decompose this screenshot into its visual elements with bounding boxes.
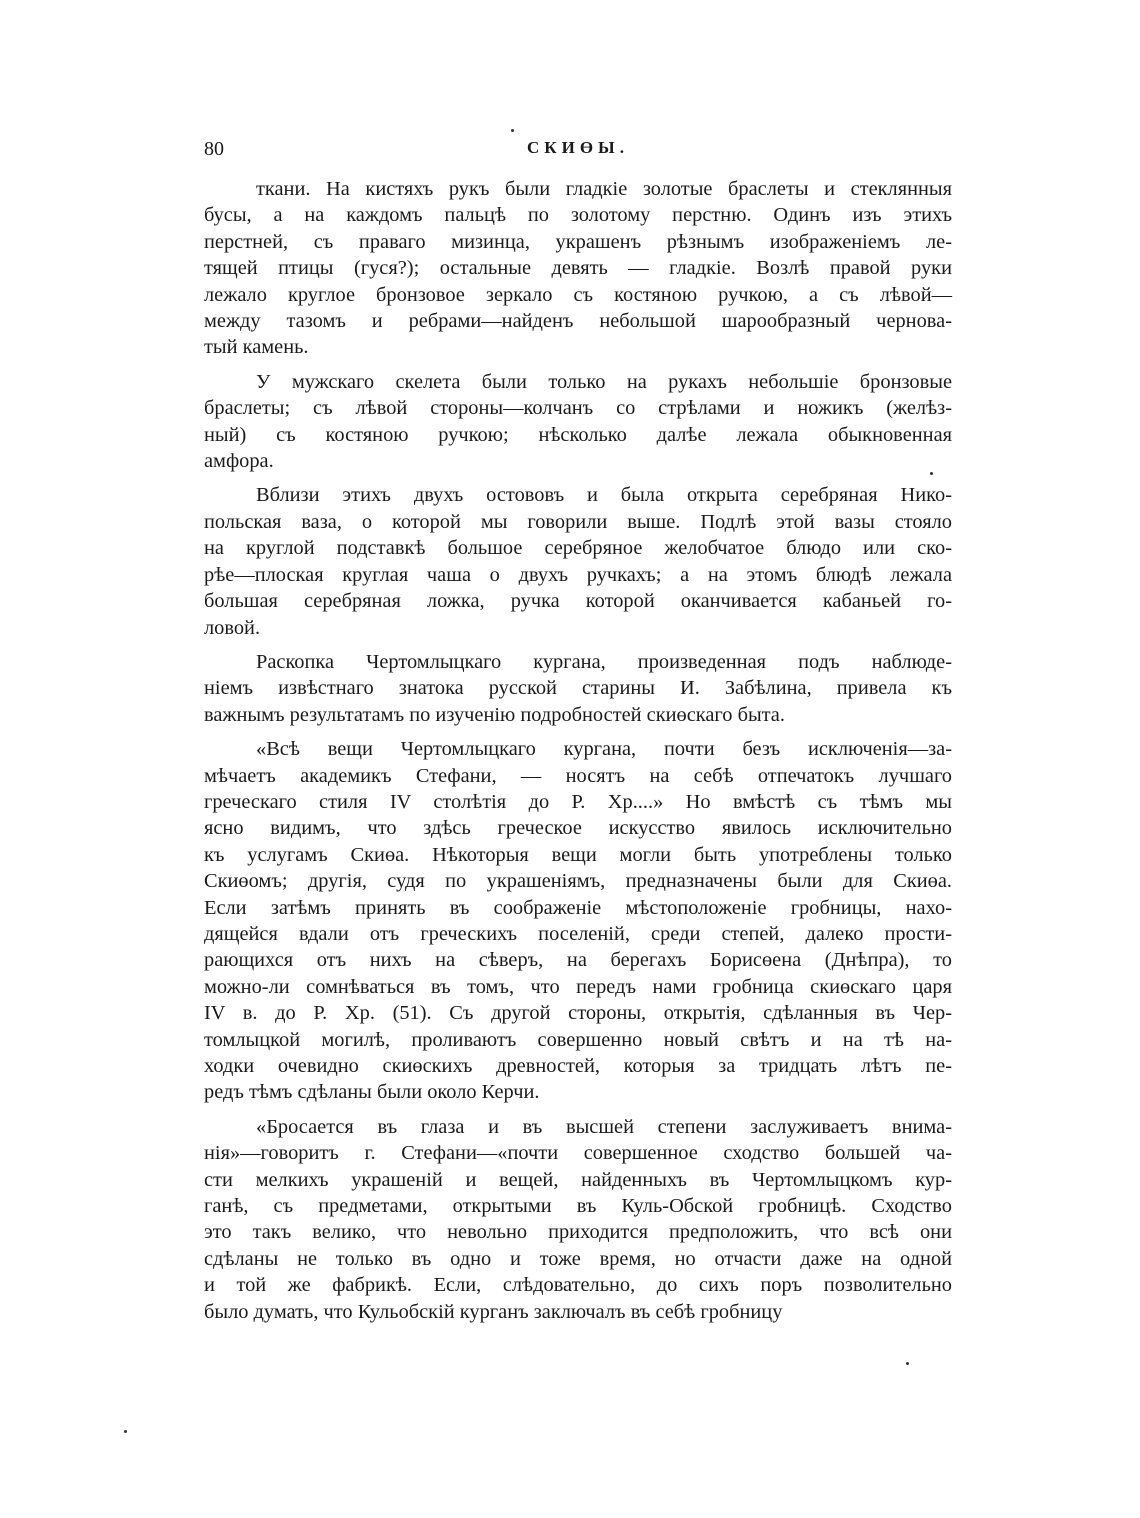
text-line: амфора. bbox=[204, 450, 274, 473]
text-line: мѣчаетъ академикъ Стефани, — носятъ на себѣ отпечатокъ лучшаго bbox=[204, 764, 952, 787]
text-line: IV в. до Р. Хр. (51). Съ другой стороны, открытія, сдѣланныя въ Чер- bbox=[204, 1002, 952, 1025]
text-line: редъ тѣмъ сдѣланы были около Керчи. bbox=[204, 1081, 540, 1104]
text-line: ный) съ костяною ручкою; нѣсколько далѣе лежала обыкновенная bbox=[204, 423, 952, 446]
paragraph bbox=[204, 176, 952, 361]
scan-speck bbox=[511, 129, 514, 132]
text-line: Если затѣмъ принять въ соображеніе мѣстоположеніе гробницы, нахо- bbox=[204, 896, 952, 919]
text-line: на круглой подставкѣ большое серебряное желобчатое блюдо или ско- bbox=[204, 537, 952, 560]
text-line: важнымъ результатамъ по изученію подробностей скиөскаго быта. bbox=[204, 703, 785, 726]
page-header bbox=[204, 138, 952, 168]
body-text bbox=[204, 176, 952, 1333]
text-line: рающихся отъ нихъ на сѣверъ, на берегахъ Борисөена (Днѣпра), то bbox=[204, 949, 952, 972]
text-line: дящейся вдали отъ греческихъ поселеній, среди степей, далеко прости- bbox=[204, 922, 952, 945]
text-line: ходки очевидно скиөскихъ древностей, которыя за тридцать лѣтъ пе- bbox=[204, 1055, 952, 1077]
text-line: «Всѣ вещи Чертомлыцкаго кургана, почти безъ исключенія—за- bbox=[256, 738, 952, 761]
text-line: тящей птицы (гуся?); остальные девять — гладкіе. Возлѣ правой руки bbox=[204, 257, 952, 280]
text-line: У мужскаго скелета были только на рукахъ небольшіе бронзовые bbox=[256, 370, 952, 393]
text-line: большая серебряная ложка, ручка которой оканчивается кабаньей го- bbox=[204, 590, 952, 613]
text-line: ловой. bbox=[204, 616, 261, 639]
scan-speck bbox=[124, 1430, 127, 1433]
text-line: бусы, а на каждомъ пальцѣ по золотому перстню. Одинъ изъ этихъ bbox=[204, 204, 952, 227]
text-line: Вблизи этихъ двухъ остововъ и была открыта серебряная Нико- bbox=[256, 484, 952, 507]
text-line: можно-ли сомнѣваться въ томъ, что передъ нами гробница скиөскаго царя bbox=[204, 975, 952, 998]
scan-speck bbox=[930, 472, 933, 475]
text-line: Скиөомъ; другія, судя по украшеніямъ, предназначены были для Скиөа. bbox=[204, 870, 952, 893]
text-line: ніемъ извѣстнаго знатока русской старины И. Забѣлина, привела къ bbox=[204, 677, 952, 700]
text-line: и той же фабрикѣ. Если, слѣдовательно, до сихъ поръ позволительно bbox=[204, 1274, 952, 1297]
text-line: сти мелкихъ украшеній и вещей, найденныхъ въ Чертомлыцкомъ кур- bbox=[204, 1168, 952, 1191]
text-line: ясно видимъ, что здѣсь греческое искусство явилось исключительно bbox=[204, 817, 952, 840]
text-line: перстней, съ праваго мизинца, украшенъ рѣзнымъ изображеніемъ ле- bbox=[204, 230, 952, 253]
text-line: ткани. На кистяхъ рукъ были гладкіе золотые браслеты и стеклянныя bbox=[256, 178, 952, 200]
text-line: между тазомъ и ребрами—найденъ небольшой шарообразный чернова- bbox=[204, 310, 952, 333]
text-line: греческаго стиля IV столѣтія до Р. Хр....» Но вмѣстѣ съ тѣмъ мы bbox=[204, 790, 952, 813]
text-line: къ услугамъ Скиөа. Нѣкоторыя вещи могли быть употреблены только bbox=[204, 843, 952, 866]
text-line: «Бросается въ глаза и въ высшей степени заслуживаетъ внима- bbox=[256, 1115, 952, 1138]
text-line: это такъ велико, что невольно приходится предположить, что всѣ они bbox=[204, 1221, 952, 1244]
text-line: сдѣланы не только въ одно и тоже время, но отчасти даже на одной bbox=[204, 1247, 952, 1270]
text-line: было думать, что Кульобскій курганъ заключалъ въ себѣ гробницу bbox=[204, 1300, 783, 1323]
text-line: польская ваза, о которой мы говорили выше. Подлѣ этой вазы стояло bbox=[204, 510, 952, 533]
paragraph bbox=[204, 482, 952, 640]
text-line: нія»—говоритъ г. Стефани—«почти совершенное сходство большей ча- bbox=[204, 1142, 952, 1165]
page-number: 80 bbox=[204, 138, 224, 160]
paragraph bbox=[204, 1114, 952, 1325]
text-line: ганѣ, съ предметами, открытыми въ Куль-Обской гробницѣ. Сходство bbox=[204, 1195, 952, 1218]
text-line: лежало круглое бронзовое зеркало съ костяною ручкою, а съ лѣвой— bbox=[204, 283, 952, 306]
text-line: Раскопка Чертомлыцкаго кургана, произведенная подъ наблюде- bbox=[256, 650, 952, 673]
text-line: тый камень. bbox=[204, 336, 309, 359]
paragraph bbox=[204, 369, 952, 475]
scan-speck bbox=[906, 1362, 909, 1365]
text-line: браслеты; съ лѣвой стороны—колчанъ со стрѣлами и ножикъ (желѣз- bbox=[204, 397, 952, 420]
running-title: СКИӨЫ. bbox=[527, 138, 629, 157]
paragraph bbox=[204, 649, 952, 728]
text-line: томлыцкой могилѣ, проливаютъ совершенно новый свѣтъ и на тѣ на- bbox=[204, 1028, 952, 1051]
text-line: рѣе—плоская круглая чаша о двухъ ручкахъ; а на этомъ блюдѣ лежала bbox=[204, 563, 952, 586]
paragraph bbox=[204, 736, 952, 1106]
